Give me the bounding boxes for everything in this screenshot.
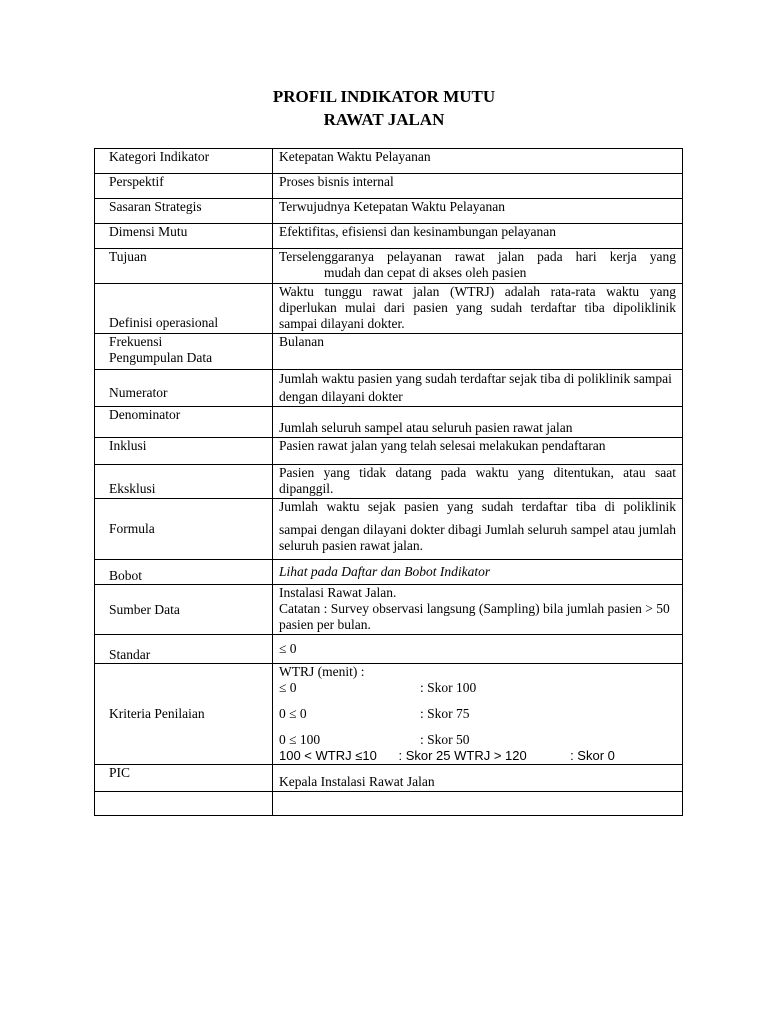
row-eksklusi (95, 465, 683, 499)
label-tujuan: Tujuan (95, 249, 273, 284)
value-inklusi: Pasien rawat jalan yang telah selesai melakukan pendaftaran (273, 438, 683, 465)
kriteria-item (279, 706, 676, 722)
page-subtitle: RAWAT JALAN (323, 110, 445, 129)
value-tujuan (273, 249, 683, 284)
kriteria-score: : Skor 100 (420, 680, 477, 695)
label-numerator: Numerator (95, 370, 273, 407)
label-sasaran: Sasaran Strategis (95, 199, 273, 224)
row-formula (95, 499, 683, 560)
kriteria-item (279, 732, 676, 748)
kriteria-item (279, 680, 676, 696)
value-standar: ≤ 0 (273, 635, 683, 664)
label-formula: Formula (95, 499, 273, 560)
label-denominator: Denominator (95, 407, 273, 438)
row-standar (95, 635, 683, 664)
row-bobot (95, 560, 683, 585)
value-formula-line2: sampai dengan dilayani dokter dibagi Jumlah seluruh sampel atau jumlah seluruh pasien rawat jalan. (279, 522, 676, 553)
kriteria-header: WTRJ (menit) : (279, 664, 365, 679)
row-kategori (95, 149, 683, 174)
kriteria-range: 0 ≤ 0 (279, 706, 307, 721)
label-frekuensi-line2: Pengumpulan Data (109, 350, 213, 365)
label-frekuensi (95, 334, 273, 370)
value-dimensi: Efektifitas, efisiensi dan kesinambungan pelayanan (273, 224, 683, 249)
label-dimensi: Dimensi Mutu (95, 224, 273, 249)
value-formula-line1: Jumlah waktu sejak pasien yang sudah terdaftar tiba di poliklinik (279, 499, 676, 514)
label-standar: Standar (95, 635, 273, 664)
label-kriteria: Kriteria Penilaian (95, 664, 273, 765)
row-dimensi (95, 224, 683, 249)
label-perspektif: Perspektif (95, 174, 273, 199)
label-empty (95, 792, 273, 816)
value-numerator: Jumlah waktu pasien yang sudah terdaftar sejak tiba di poliklinik sampai dengan dilayani dokter (273, 370, 683, 407)
row-pic (95, 765, 683, 792)
label-frekuensi-line1: Frekuensi (109, 334, 163, 349)
label-pic: PIC (95, 765, 273, 792)
kriteria-range: ≤ 0 (279, 680, 297, 695)
label-kategori: Kategori Indikator (95, 149, 273, 174)
value-denominator: Jumlah seluruh sampel atau seluruh pasien rawat jalan (273, 407, 683, 438)
value-kriteria (273, 664, 683, 765)
value-tujuan-line2: mudah dan cepat di akses oleh pasien (324, 265, 527, 280)
value-tujuan-line1: Terselenggaranya pelayanan rawat jalan pada hari kerja yang (279, 249, 676, 264)
value-sasaran: Terwujudnya Ketepatan Waktu Pelayanan (273, 199, 683, 224)
value-formula (273, 499, 683, 560)
value-pic: Kepala Instalasi Rawat Jalan (273, 765, 683, 792)
label-sumber: Sumber Data (95, 585, 273, 635)
value-bobot: Lihat pada Daftar dan Bobot Indikator (273, 560, 683, 585)
row-denominator (95, 407, 683, 438)
value-eksklusi: Pasien yang tidak datang pada waktu yang ditentukan, atau saat dipanggil. (273, 465, 683, 499)
value-empty (273, 792, 683, 816)
kriteria-score: : Skor 75 (420, 706, 470, 721)
row-numerator (95, 370, 683, 407)
value-sumber-line2: Catatan : Survey observasi langsung (Sampling) bila jumlah pasien > 50 pasien per bulan. (279, 601, 670, 632)
value-sumber (273, 585, 683, 635)
row-kriteria (95, 664, 683, 765)
kriteria-last-line: 100 < WTRJ ≤10 : Skor 25 WTRJ > 120 : Skor 0 (279, 748, 615, 763)
label-eksklusi: Eksklusi (95, 465, 273, 499)
row-definisi (95, 284, 683, 334)
label-bobot: Bobot (95, 560, 273, 585)
value-definisi: Waktu tunggu rawat jalan (WTRJ) adalah rata-rata waktu yang diperlukan mulai dari pasien yang sudah terdaftar tiba dipoliklinik sampai dilayani dokter. (273, 284, 683, 334)
label-inklusi: Inklusi (95, 438, 273, 465)
value-perspektif: Proses bisnis internal (273, 174, 683, 199)
kriteria-range: 0 ≤ 100 (279, 732, 321, 747)
row-frekuensi (95, 334, 683, 370)
row-tujuan (95, 249, 683, 284)
row-inklusi (95, 438, 683, 465)
row-sumber (95, 585, 683, 635)
row-sasaran (95, 199, 683, 224)
row-empty (95, 792, 683, 816)
label-definisi: Definisi operasional (95, 284, 273, 334)
page-title: PROFIL INDIKATOR MUTU (272, 87, 496, 106)
row-perspektif (95, 174, 683, 199)
indicator-profile-table (94, 148, 683, 816)
kriteria-score: : Skor 50 (420, 732, 470, 747)
value-sumber-line1: Instalasi Rawat Jalan. (279, 585, 397, 600)
value-kategori: Ketepatan Waktu Pelayanan (273, 149, 683, 174)
value-frekuensi: Bulanan (273, 334, 683, 370)
